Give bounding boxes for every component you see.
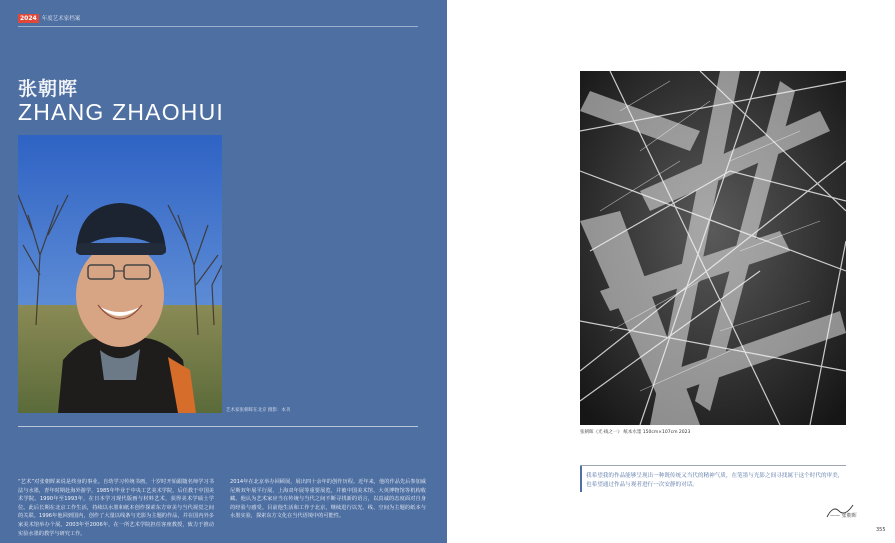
artist-portrait-photo xyxy=(18,135,222,413)
biography-column-2: 2014年在北京举办回顾展，展出四十余年的创作历程。近年来，他的作品先后参加威尼斯双年展平行展、上海双年展等重要展览，并被中国美术馆、大英博物馆等机构收藏。他认为艺术家应当在传统与当代之间不断寻找新的语言，以真诚的态度面对自身的经验与感受。目前他生活和工作于北京，继续进行以光、线、空间为主题的纸本与水墨实验，探索东方文化在当代语境中的可能性。 xyxy=(230,479,426,520)
right-page xyxy=(447,0,895,543)
biography-column-1: “艺术”对张朝晖来说是终身的事业。自幼学习传统书画，十岁时开始跟随名师学习书法与水墨，青年时期赴海外游学，1985年毕业于中央工艺美术学院，后任教于中国美术学院。1990年至1993年，在日本学习现代版画与材料艺术，获得美术学硕士学位。此后长期在北京工作生活，持续以水墨和纸本创作探索东方审美与当代视觉之间的关联。1996年他回到国内，创作了大量以线条与光影为主题的作品，并在国内外多家美术馆举办个展。2003年至2006年，在一所艺术学院担任客座教授，致力于推动实验水墨的教学与研究工作。 xyxy=(18,479,214,537)
quote-author: —— 张朝晖 xyxy=(830,513,857,519)
portrait-caption: 艺术家张朝晖在北京 摄影：本刊 xyxy=(226,408,291,413)
header-section-title: 年度艺术家档案 xyxy=(41,16,81,22)
artwork-caption: 张朝晖《光·线之一》 纸本水墨 150cm×107cm 2023 xyxy=(580,430,691,435)
left-page xyxy=(0,0,447,543)
artist-name-english: ZHANG ZHAOHUI xyxy=(18,99,224,125)
artwork-image xyxy=(580,71,846,425)
artist-name-chinese: 张朝晖 xyxy=(18,78,79,100)
quote-divider xyxy=(580,465,846,466)
quote-accent-bar xyxy=(580,466,582,492)
header-divider xyxy=(18,26,418,27)
header-year-badge: 2024 xyxy=(20,14,37,22)
section-divider xyxy=(18,426,418,427)
section-header xyxy=(18,13,80,23)
artist-quote: 我希望我的作品能够呈现出一种既传统又当代的精神气质，在笔墨与光影之间寻找属于这个时代的审美，也希望通过作品与观者进行一次安静的对话。 xyxy=(586,473,844,488)
page-number: 355 xyxy=(876,527,886,533)
